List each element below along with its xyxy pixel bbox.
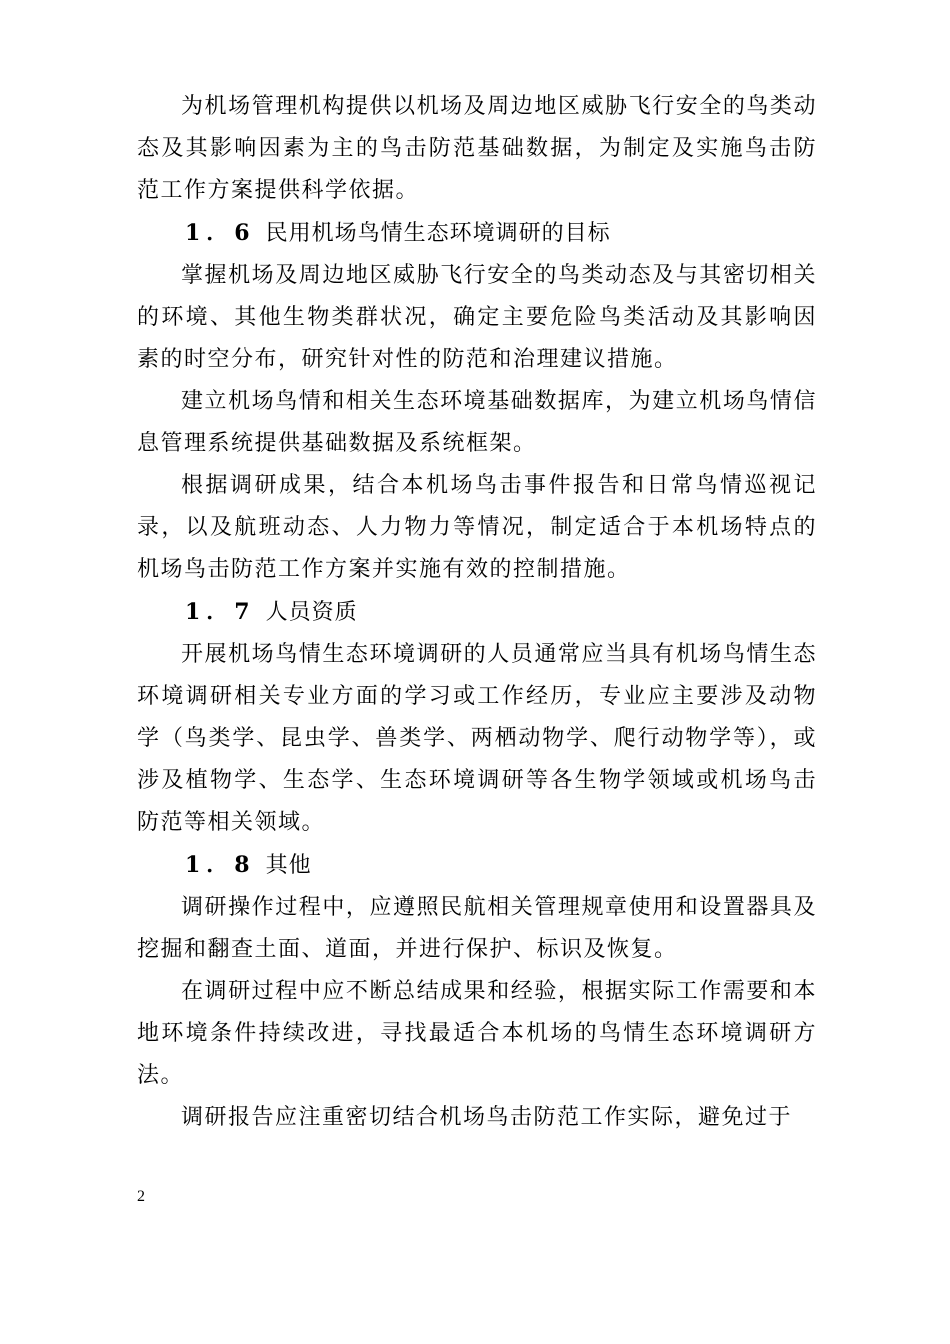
document-body	[137, 86, 817, 1139]
paragraph: 调研操作过程中，应遵照民航相关管理规章使用和设置器具及挖掘和翻查土面、道面，并进行保护、标识及恢复。	[137, 895, 817, 962]
section-heading	[137, 212, 817, 255]
section-title: 人员资质	[265, 600, 358, 625]
section-number: 1．7	[185, 599, 256, 625]
paragraph: 在调研过程中应不断总结成果和经验，根据实际工作需要和本地环境条件持续改进，寻找最适合本机场的鸟情生态环境调研方法。	[137, 979, 817, 1088]
section-title: 民用机场鸟情生态环境调研的目标	[265, 221, 611, 246]
section-number: 1．8	[185, 852, 256, 878]
paragraph: 建立机场鸟情和相关生态环境基础数据库，为建立机场鸟情信息管理系统提供基础数据及系统框架。	[137, 389, 817, 456]
section-title: 其他	[265, 853, 312, 878]
section-heading	[137, 844, 817, 887]
section-number: 1．6	[185, 220, 256, 246]
paragraph: 掌握机场及周边地区威胁飞行安全的鸟类动态及与其密切相关的环境、其他生物类群状况，确定主要危险鸟类活动及其影响因素的时空分布，研究针对性的防范和治理建议措施。	[137, 263, 817, 372]
paragraph: 开展机场鸟情生态环境调研的人员通常应当具有机场鸟情生态环境调研相关专业方面的学习或工作经历，专业应主要涉及动物学（鸟类学、昆虫学、兽类学、两栖动物学、爬行动物学等），或涉及植物学、生态学、生态环境调研等各生物学领域或机场鸟击防范等相关领域。	[137, 642, 817, 835]
page-number: 2	[137, 1188, 145, 1205]
paragraph: 为机场管理机构提供以机场及周边地区威胁飞行安全的鸟类动态及其影响因素为主的鸟击防范基础数据，为制定及实施鸟击防范工作方案提供科学依据。	[137, 94, 817, 203]
paragraph: 根据调研成果，结合本机场鸟击事件报告和日常鸟情巡视记录，以及航班动态、人力物力等情况，制定适合于本机场特点的机场鸟击防范工作方案并实施有效的控制措施。	[137, 473, 817, 582]
section-heading	[137, 591, 817, 634]
paragraph: 调研报告应注重密切结合机场鸟击防范工作实际，避免过于	[181, 1105, 793, 1130]
